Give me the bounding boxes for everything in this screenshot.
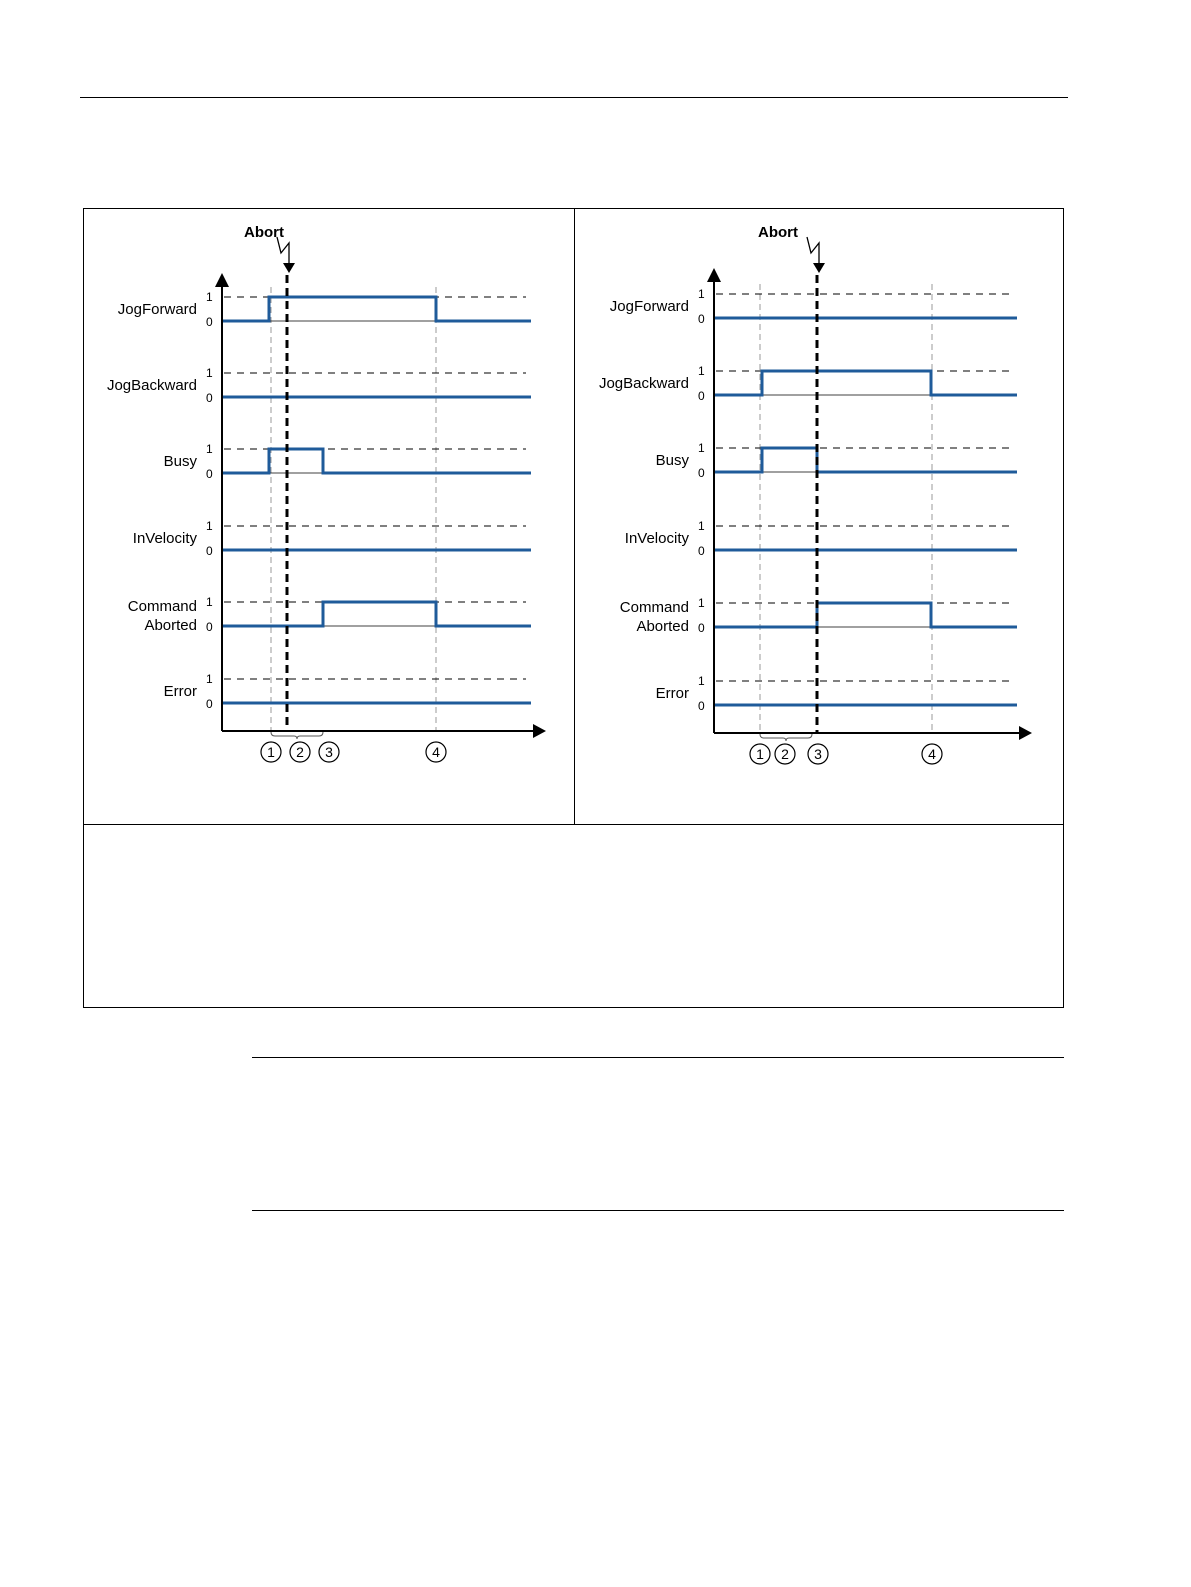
level-0-label: 0	[698, 544, 705, 558]
level-1-label: 1	[206, 519, 213, 533]
abort-arrowhead	[283, 263, 295, 273]
level-0-label: 0	[698, 466, 705, 480]
level-1-label: 1	[698, 287, 705, 301]
signal-name-line: Command	[127, 598, 197, 615]
note-rule-bottom	[252, 1210, 1064, 1211]
figure-divider-horizontal	[83, 824, 1064, 825]
signal-name: JogBackward	[598, 375, 689, 392]
signal-name: Error	[655, 685, 689, 702]
signal-name: JogForward	[609, 298, 689, 315]
level-1-label: 1	[698, 519, 705, 533]
level-1-label: 1	[206, 672, 213, 686]
level-1-label: 1	[206, 442, 213, 456]
interval-bracket	[271, 732, 323, 739]
marker-3-label: 3	[325, 744, 333, 760]
level-0-label: 0	[698, 699, 705, 713]
level-0-label: 0	[206, 544, 213, 558]
signal-name-line: Command	[619, 599, 689, 616]
signal-name: Error	[163, 683, 197, 700]
time-axis-arrowhead	[533, 724, 546, 738]
lightning-icon	[277, 237, 289, 265]
abort-label: Abort	[244, 224, 284, 241]
signal-name: InVelocity	[624, 530, 689, 547]
level-0-label: 0	[698, 312, 705, 326]
level-1-label: 1	[206, 366, 213, 380]
signal-name-line: Aborted	[144, 617, 197, 634]
signal-name: JogBackward	[106, 377, 197, 394]
marker-4-label: 4	[928, 746, 936, 762]
level-0-label: 0	[206, 467, 213, 481]
lightning-icon	[807, 237, 819, 265]
header-rule	[80, 97, 1068, 98]
signal-waveform	[714, 371, 1017, 395]
note-rule-top	[252, 1057, 1064, 1058]
marker-2-label: 2	[781, 746, 789, 762]
level-0-label: 0	[206, 391, 213, 405]
signal-waveform	[714, 603, 1017, 627]
level-1-label: 1	[698, 674, 705, 688]
abort-arrowhead	[813, 263, 825, 273]
timing-diagram-left	[84, 209, 574, 824]
marker-3-label: 3	[814, 746, 822, 762]
signal-name: JogForward	[117, 301, 197, 318]
level-0-label: 0	[698, 389, 705, 403]
signal-waveform	[222, 449, 531, 473]
signal-name: Busy	[655, 452, 689, 469]
marker-1-label: 1	[267, 744, 275, 760]
interval-bracket	[760, 734, 812, 741]
signal-waveform	[222, 297, 531, 321]
signal-waveform	[222, 602, 531, 626]
level-0-label: 0	[206, 315, 213, 329]
level-0-label: 0	[698, 621, 705, 635]
level-1-label: 1	[206, 290, 213, 304]
signal-name: Busy	[163, 453, 197, 470]
marker-2-label: 2	[296, 744, 304, 760]
abort-label: Abort	[758, 224, 798, 241]
level-1-label: 1	[698, 596, 705, 610]
level-0-label: 0	[206, 697, 213, 711]
level-0-label: 0	[206, 620, 213, 634]
level-1-label: 1	[698, 364, 705, 378]
level-1-label: 1	[206, 595, 213, 609]
signal-name: InVelocity	[132, 530, 197, 547]
timing-diagram-right	[575, 209, 1064, 824]
y-axis-arrowhead	[215, 273, 229, 287]
marker-1-label: 1	[756, 746, 764, 762]
level-1-label: 1	[698, 441, 705, 455]
marker-4-label: 4	[432, 744, 440, 760]
y-axis-arrowhead	[707, 268, 721, 282]
time-axis-arrowhead	[1019, 726, 1032, 740]
signal-waveform	[714, 448, 1017, 472]
signal-name-line: Aborted	[636, 618, 689, 635]
